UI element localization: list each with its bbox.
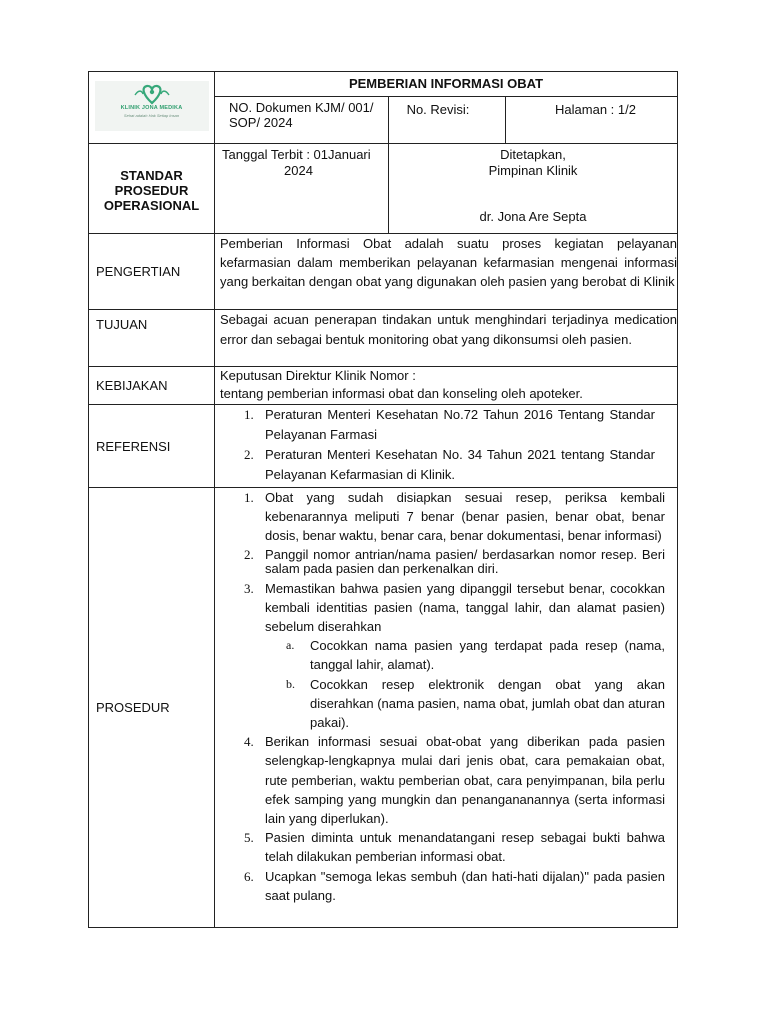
referensi-list [220, 405, 655, 485]
item-number: 6. [244, 868, 254, 884]
tujuan-label: TUJUAN [89, 310, 215, 367]
item-text: Obat yang sudah disiapkan sesuai resep, periksa kembali kebenarannya meliputi 7 benar (benar pasien, benar obat, benar dosis, benar waktu, benar cara, benar dokumentasi, benar informasi) [265, 490, 665, 544]
pengertian-content: Pemberian Informasi Obat adalah suatu proses kegiatan pelayanan kefarmasian dalam memberikan pelayanan kefarmasian mengenai informasi yang berkaitan dengan obat yang digunakan oleh pasien yang berobat di Klinik [215, 234, 678, 310]
item-text: Panggil nomor antrian/nama pasien/ berdasarkan nomor resep. Beri salam pada pasien dan perkenalkan diri. [265, 546, 665, 576]
prosedur-sublist [265, 636, 665, 732]
kebijakan-line1: Keputusan Direktur Klinik Nomor : [220, 368, 416, 383]
item-letter: b. [286, 676, 295, 691]
approved-line1: Ditetapkan, [500, 147, 566, 162]
logo-name: KLINIK JONA MEDIKA [120, 105, 183, 111]
list-item [265, 675, 665, 733]
document-number [215, 97, 389, 144]
issue-date-line1: Tanggal Terbit : 01Januari [222, 147, 371, 162]
kebijakan-line2: tentang pemberian informasi obat dan konseling oleh apoteker. [220, 386, 583, 401]
issue-date [215, 144, 389, 234]
logo-cell [89, 72, 215, 144]
item-text: Memastikan bahwa pasien yang dipanggil tersebut benar, cocokkan kembali identitias pasien (nama, tanggal lahir, dan alamat pasien) sebelum diserahkan [265, 580, 665, 635]
kebijakan-label: KEBIJAKAN [89, 367, 215, 405]
item-text: Pasien diminta untuk menandatangani resep sebagai bukti bahwa telah dilakukan pemberian informasi obat. [265, 830, 665, 865]
approved-line2: Pimpinan Klinik [488, 163, 578, 178]
logo-tagline: Sehat adalah Hak Setiap Insan [123, 113, 180, 118]
document-number-text: NO. Dokumen KJM/ 001/ SOP/ 2024 [229, 100, 374, 130]
list-item [220, 828, 665, 866]
item-number: 1. [244, 407, 254, 422]
list-item [220, 867, 665, 905]
item-number: 2. [244, 447, 254, 462]
item-number: 4. [244, 734, 254, 750]
approver-name: dr. Jona Are Septa [479, 209, 587, 224]
sop-table [88, 71, 678, 928]
referensi-label: REFERENSI [89, 405, 215, 488]
list-item [220, 405, 655, 445]
clinic-logo [95, 81, 209, 131]
list-item [265, 636, 665, 674]
sop-label-line1: STANDAR [120, 168, 183, 183]
list-item [220, 445, 655, 485]
prosedur-content [215, 488, 678, 928]
item-number: 1. [244, 490, 254, 505]
document-title: PEMBERIAN INFORMASI OBAT [215, 72, 678, 97]
item-text: Cocokkan resep elektronik dengan obat yang akan diserahkan (nama pasien, nama obat, jumlah obat dan aturan pakai). [310, 676, 665, 731]
item-text: Ucapkan "semoga lekas sembuh (dan hati-hati dijalan)" pada pasien saat pulang. [265, 868, 665, 903]
prosedur-list [220, 488, 665, 905]
item-text: Peraturan Menteri Kesehatan No.72 Tahun 2016 Tentang Standar Pelayanan Farmasi [265, 407, 655, 442]
revision-number: No. Revisi: [389, 97, 506, 144]
item-text: Berikan informasi sesuai obat-obat yang diberikan pada pasien selengkap-lengkapnya mulai dari jenis obat, cara pemakaian obat, rute pemberian, waktu pemberian obat, cara penyimpanan, bila perlu efek samping yang mungkin dan penangananannya (serta informasi lain yang diperlukan). [265, 734, 665, 827]
list-item [220, 548, 665, 576]
page-number: Halaman : 1/2 [506, 97, 678, 144]
item-number: 5. [244, 830, 254, 846]
sop-label-line3: OPERASIONAL [103, 198, 200, 213]
item-text: Peraturan Menteri Kesehatan No. 34 Tahun 2021 tentang Standar Pelayanan Kefarmasian di Klinik. [265, 447, 655, 482]
item-number: 3. [244, 580, 254, 596]
list-item [220, 579, 665, 733]
item-number: 2. [244, 546, 254, 562]
tujuan-content: Sebagai acuan penerapan tindakan untuk menghindari terjadinya medication error dan sebagai bentuk monitoring obat yang dikonsumsi oleh pasien. [215, 310, 678, 367]
prosedur-label: PROSEDUR [89, 488, 215, 928]
sop-label-line2: PROSEDUR [114, 183, 189, 198]
kebijakan-content [215, 367, 678, 405]
list-item [220, 488, 665, 546]
referensi-content [215, 405, 678, 488]
approval-block [389, 144, 678, 234]
sop-label [89, 144, 215, 234]
item-text: Cocokkan nama pasien yang terdapat pada resep (nama, tanggal lahir, alamat). [310, 638, 665, 673]
issue-date-line2: 2024 [284, 163, 313, 178]
list-item [220, 732, 665, 828]
item-letter: a. [286, 638, 295, 653]
pengertian-label: PENGERTIAN [89, 234, 215, 310]
